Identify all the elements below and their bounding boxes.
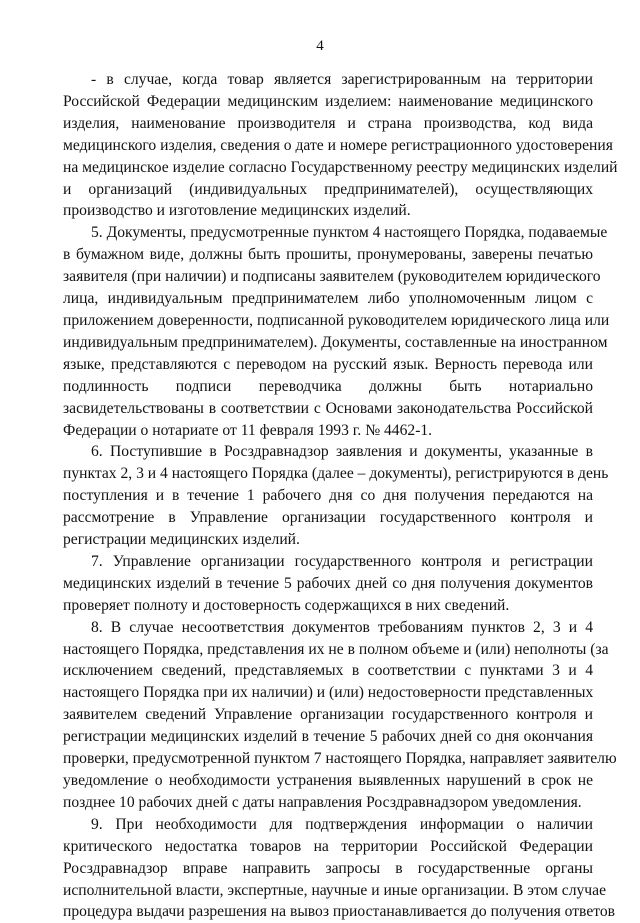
text-line: на медицинское изделие согласно Государственному реестру медицинских изделий <box>63 158 618 176</box>
page-number: 4 <box>316 38 324 54</box>
text-line: Росздравнадзор вправе направить запросы в государственные органы <box>63 859 593 877</box>
text-line: Российской Федерации медицинским изделием: наименование медицинского <box>63 92 593 110</box>
text-line: производство и изготовление медицинских изделий. <box>63 202 411 220</box>
text-line: изделия, наименование производителя и страна производства, код вида <box>63 114 593 132</box>
text-line: приложением доверенности, подписанной руководителем юридического лица или <box>63 311 610 329</box>
document-body <box>63 69 618 923</box>
text-line: в бумажном виде, должны быть прошиты, пронумерованы, заверены печатью <box>63 246 593 264</box>
text-line: регистрации медицинских изделий. <box>63 531 300 549</box>
text-line: проверяет полноту и достоверность содержащихся в них сведений. <box>63 596 510 614</box>
text-line: и организаций (индивидуальных предпринимателей), осуществляющих <box>63 180 593 198</box>
text-line: процедура выдачи разрешения на вывоз приостанавливается до получения ответов <box>63 903 616 921</box>
text-line: настоящего Порядка, представления их не в полном объеме и (или) неполноты (за <box>63 640 609 658</box>
text-line: медицинских изделий в течение 5 рабочих дней со дня получения документов <box>63 574 593 592</box>
text-line: проверки, предусмотренной пунктом 7 настоящего Порядка, направляет заявителю <box>63 750 617 768</box>
text-line: заявителем сведений Управление организации государственного контроля и <box>63 706 593 724</box>
text-line: 6. Поступившие в Росздравнадзор заявления и документы, указанные в <box>91 443 593 461</box>
text-line: Федерации о нотариате от 11 февраля 1993 г. № 4462-1. <box>63 421 433 439</box>
text-line: позднее 10 рабочих дней с даты направления Росздравнадзором уведомления. <box>63 793 582 811</box>
text-line: поступления и в течение 1 рабочего дня со дня получения передаются на <box>63 487 593 505</box>
text-line: пунктах 2, 3 и 4 настоящего Порядка (далее – документы), регистрируются в день <box>63 465 609 483</box>
text-line: 5. Документы, предусмотренные пунктом 4 настоящего Порядка, подаваемые <box>91 224 608 242</box>
text-line: критического недостатка товаров на территории Российской Федерации <box>63 837 593 855</box>
text-line: медицинского изделия, сведения о дате и номере регистрационного удостоверения <box>63 136 613 154</box>
text-line: исключением сведений, представляемых в соответствии с пунктами 3 и 4 <box>63 662 593 680</box>
text-line: языке, представляются с переводом на русский язык. Верность перевода или <box>63 355 593 373</box>
text-line: 9. При необходимости для подтверждения информации о наличии <box>91 815 593 833</box>
text-line: - в случае, когда товар является зарегистрированным на территории <box>91 71 593 88</box>
text-line: регистрации медицинских изделий в течение 5 рабочих дней со дня окончания <box>63 728 593 746</box>
text-line: лица, индивидуальным предпринимателем либо уполномоченным лицом с <box>63 290 593 308</box>
text-line: заявителя (при наличии) и подписаны заявителем (руководителем юридического <box>63 268 601 286</box>
text-line: исполнительной власти, экспертные, научные и иные организации. В этом случае <box>63 881 606 899</box>
text-line: подлинность подписи переводчика должны быть нотариально <box>63 377 593 395</box>
text-line: засвидетельствованы в соответствии с Основами законодательства Российской <box>63 399 593 417</box>
text-line: рассмотрение в Управление организации государственного контроля и <box>63 509 593 527</box>
text-line: настоящего Порядка при их наличии) и (или) недостоверности представленных <box>63 684 594 702</box>
text-line: 7. Управление организации государственного контроля и регистрации <box>91 552 593 570</box>
text-line: индивидуальным предпринимателем). Документы, составленные на иностранном <box>63 333 608 351</box>
text-line: 8. В случае несоответствия документов требованиям пунктов 2, 3 и 4 <box>91 618 593 636</box>
text-line: уведомление о необходимости устранения выявленных нарушений в срок не <box>63 772 593 789</box>
